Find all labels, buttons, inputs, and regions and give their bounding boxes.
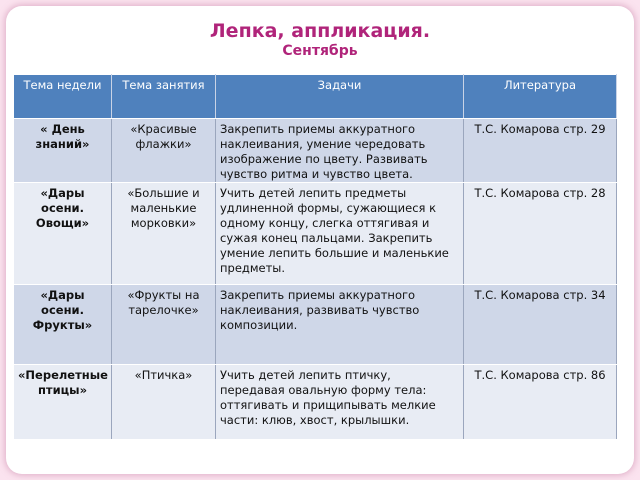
column-header-week: Тема недели: [14, 75, 112, 119]
cell-week: « День знаний»: [14, 119, 112, 183]
cell-topic: «Птичка»: [112, 365, 216, 440]
page-subtitle: Сентябрь: [282, 43, 358, 59]
table-row: [14, 119, 617, 183]
slide-header: [0, 20, 640, 60]
table-row: [14, 285, 617, 365]
cell-week: «Дары осени. Овощи»: [14, 183, 112, 285]
cell-topic: «Большие и маленькие морковки»: [112, 183, 216, 285]
cell-topic: «Фрукты на тарелочке»: [112, 285, 216, 365]
cell-task: Закрепить приемы аккуратного наклеивания, умение чередовать изображение по цвету. Развивать чувство ритма и чувство цвета.: [216, 119, 464, 183]
column-header-tasks: Задачи: [216, 75, 464, 119]
cell-task: Учить детей лепить птичку, передавая овальную форму тела: оттягивать и прищипывать мелкие части: клюв, хвост, крылышки.: [216, 365, 464, 440]
cell-task: Учить детей лепить предметы удлиненной формы, сужающиеся к одному концу, слегка оттягивая и сужая конец пальцами. Закрепить умение лепить большие и маленькие предметы.: [216, 183, 464, 285]
cell-literature: Т.С. Комарова стр. 29: [464, 119, 617, 183]
cell-week: «Перелетные птицы»: [14, 365, 112, 440]
column-header-topic: Тема занятия: [112, 75, 216, 119]
lesson-plan-table: [13, 74, 617, 440]
cell-literature: Т.С. Комарова стр. 86: [464, 365, 617, 440]
table-row: [14, 365, 617, 440]
page-title: Лепка, аппликация.: [209, 20, 431, 42]
table-header-row: [14, 75, 617, 119]
cell-topic: «Красивые флажки»: [112, 119, 216, 183]
cell-week: «Дары осени. Фрукты»: [14, 285, 112, 365]
cell-literature: Т.С. Комарова стр. 34: [464, 285, 617, 365]
cell-literature: Т.С. Комарова стр. 28: [464, 183, 617, 285]
column-header-literature: Литература: [464, 75, 617, 119]
table-row: [14, 183, 617, 285]
cell-task: Закрепить приемы аккуратного наклеивания, развивать чувство композиции.: [216, 285, 464, 365]
